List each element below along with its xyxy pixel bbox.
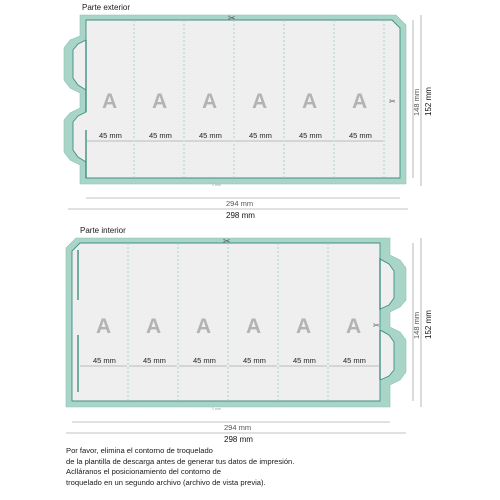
outer-height-label: 152 mm [424, 87, 433, 116]
panel-width-label: 45 mm [243, 356, 266, 365]
panel-width-label: 45 mm [249, 131, 272, 140]
panel-width-label: 45 mm [349, 131, 372, 140]
exterior-title: Parte exterior [82, 3, 131, 12]
panel-width-label: 45 mm [199, 131, 222, 140]
panel-width-label: 45 mm [99, 131, 122, 140]
panel-letter: A [96, 315, 112, 338]
panel-width-label: 45 mm [299, 131, 322, 140]
panel-width-label: 45 mm [143, 356, 166, 365]
panel-width-label: 45 mm [149, 131, 172, 140]
panel-width-label: 45 mm [193, 356, 216, 365]
note-line: Por favor, elimina el contorno de troquelado [66, 446, 213, 455]
inner-width-label: 294 mm [226, 199, 254, 208]
outer-width-label: 298 mm [224, 435, 253, 444]
outer-height-label: 152 mm [424, 310, 433, 339]
inner-width-label: 294 mm [224, 423, 252, 432]
scissors-icon: ✂ [228, 13, 236, 23]
center-mark-label: 1 mm [212, 407, 221, 411]
panel-letter: A [346, 315, 362, 338]
panel-letter: A [296, 315, 312, 338]
panel-letter: A [202, 90, 218, 113]
panel-letter: A [102, 90, 118, 113]
panel-width-label: 45 mm [93, 356, 116, 365]
panel-letter: A [146, 315, 162, 338]
panel-letter: A [352, 90, 368, 113]
center-mark-label: 1 mm [212, 183, 221, 187]
panel-letter: A [196, 315, 212, 338]
scissors-icon: ✂ [389, 97, 396, 106]
interior-template [66, 226, 433, 444]
panel-width-label: 45 mm [293, 356, 316, 365]
inner-height-label: 148 mm [412, 311, 421, 339]
interior-title: Parte interior [80, 226, 126, 235]
outer-width-label: 298 mm [226, 211, 255, 220]
panel-width-label: 45 mm [343, 356, 366, 365]
scissors-icon: ✂ [373, 321, 380, 330]
scissors-icon: ✂ [223, 236, 231, 246]
note-line: Aclláranos el posicionamiento del contorno de [66, 467, 221, 476]
exterior-paper [73, 20, 400, 178]
inner-height-label: 148 mm [412, 88, 421, 116]
note-line: troquelado en un segundo archivo (archivo de vista previa). [66, 477, 266, 487]
exterior-template [64, 3, 433, 220]
panel-letter: A [252, 90, 268, 113]
instructions-note [66, 446, 486, 488]
panel-letter: A [246, 315, 262, 338]
panel-letter: A [302, 90, 318, 113]
note-line: de la plantilla de descarga antes de generar tus datos de impresión. [66, 456, 295, 466]
panel-letter: A [152, 90, 168, 113]
